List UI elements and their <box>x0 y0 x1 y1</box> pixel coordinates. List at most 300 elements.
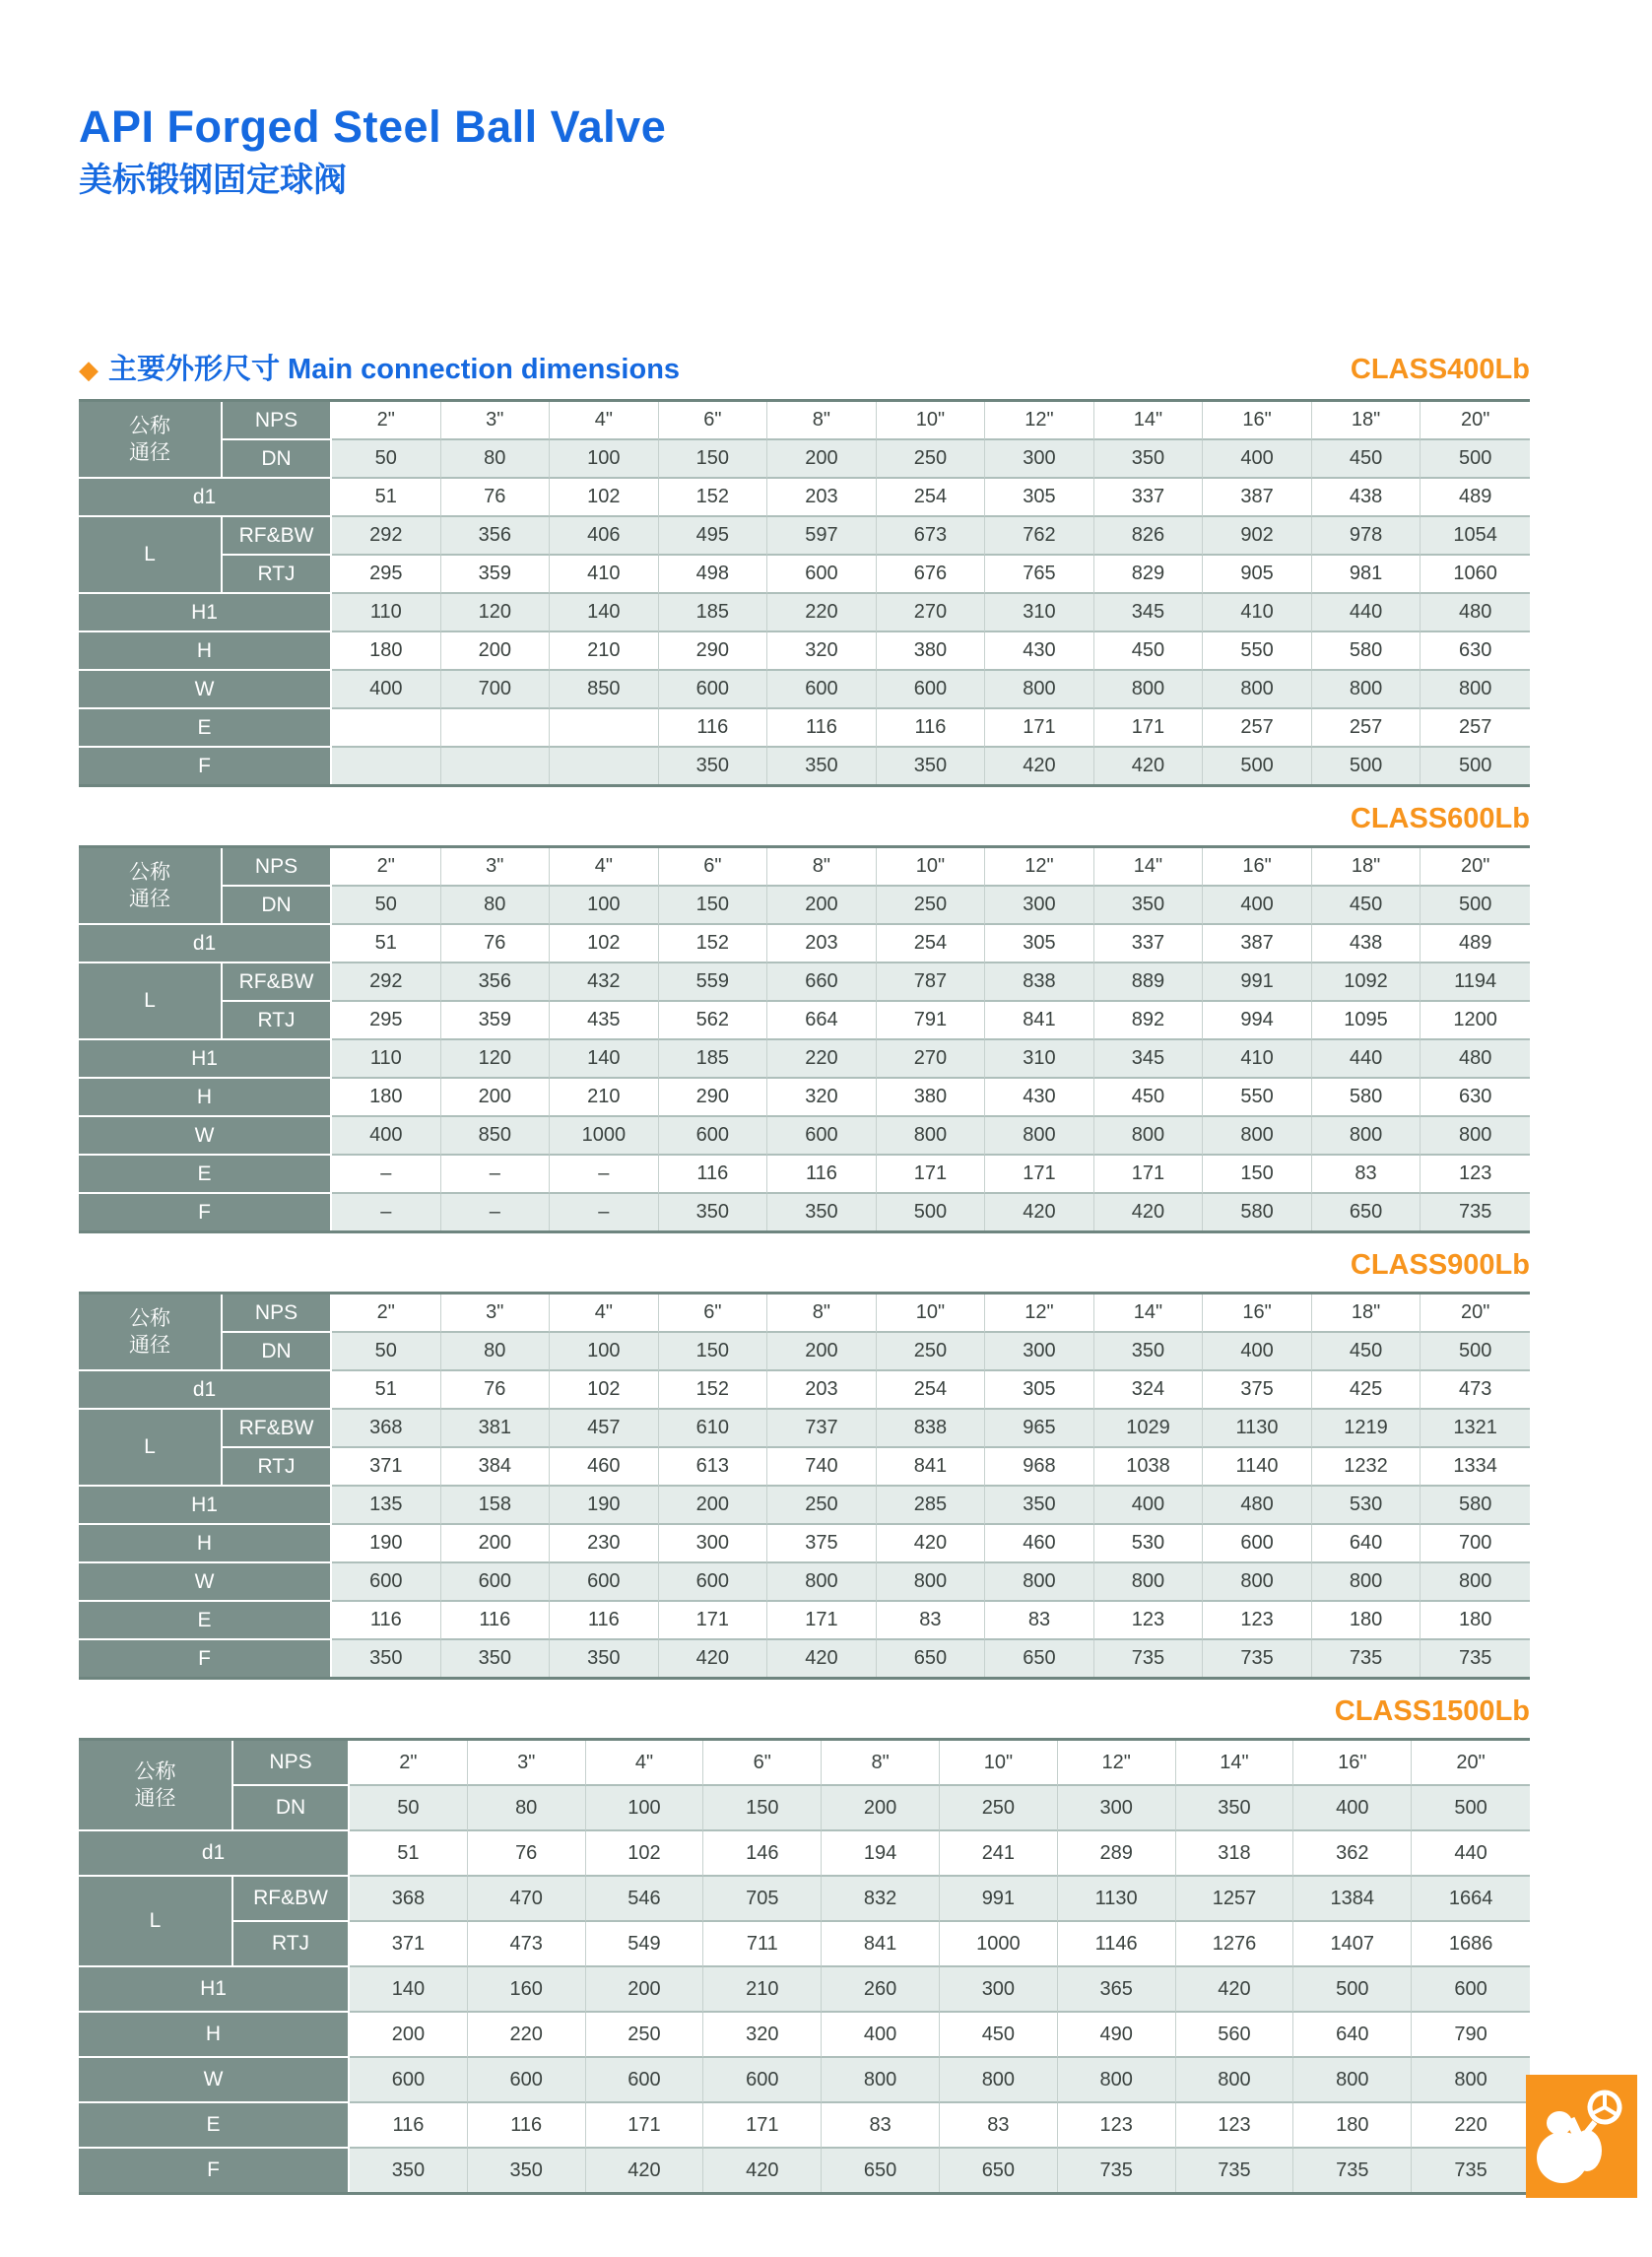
dim-value-cell: 500 <box>1203 748 1312 784</box>
class-label-600: CLASS600Lb <box>1350 803 1530 834</box>
dim-value-cell: 150 <box>659 887 768 925</box>
dim-value-cell: 180 <box>1293 2103 1412 2149</box>
dim-value-cell: 580 <box>1421 1487 1530 1525</box>
dim-value-cell: 20" <box>1421 402 1530 440</box>
dim-value-cell: 4" <box>550 402 659 440</box>
dim-value-cell: 359 <box>441 556 551 594</box>
dim-value-cell: 1054 <box>1421 517 1530 556</box>
table-row <box>79 963 1530 1002</box>
row-label-f: F <box>79 2149 350 2192</box>
dim-value-cell: 838 <box>985 963 1094 1002</box>
dim-value-cell: 123 <box>1094 1602 1204 1640</box>
dim-value-cell: 580 <box>1312 1079 1421 1117</box>
dim-value-cell: 375 <box>1203 1371 1312 1410</box>
class-row-1500 <box>79 1695 1530 1728</box>
dim-value-cell: 500 <box>1421 887 1530 925</box>
dim-value-cell: 4" <box>586 1741 704 1786</box>
dim-value-cell: 200 <box>441 1079 551 1117</box>
dim-value-cell: 735 <box>1312 1640 1421 1677</box>
dim-value-cell: 600 <box>767 1117 877 1156</box>
dim-value-cell: 737 <box>767 1410 877 1448</box>
dim-value-cell: 100 <box>550 887 659 925</box>
dim-value-cell: 420 <box>586 2149 704 2192</box>
dim-value-cell: 100 <box>550 1333 659 1371</box>
row-label-h1: H1 <box>79 594 332 632</box>
dim-value-cell: 368 <box>350 1877 468 1922</box>
dim-value-cell: 1029 <box>1094 1410 1204 1448</box>
dim-value-cell: 140 <box>550 594 659 632</box>
dim-value-cell: 80 <box>441 1333 551 1371</box>
dim-value-cell: 292 <box>332 963 441 1002</box>
dim-value-cell: 200 <box>441 632 551 671</box>
row-label-dn: DN <box>233 1786 350 1831</box>
dim-value-cell: 220 <box>767 1040 877 1079</box>
table-row <box>79 1831 1530 1877</box>
table-row <box>79 2149 1530 2192</box>
dim-value-cell: 829 <box>1094 556 1204 594</box>
row-label-l: L <box>79 1877 233 1967</box>
dim-value-cell: 10" <box>877 402 986 440</box>
dim-value-cell: 991 <box>1203 963 1312 1002</box>
dim-value-cell: 1276 <box>1176 1922 1294 1967</box>
section-header-row <box>79 347 1530 387</box>
dim-value-cell: 6" <box>703 1741 822 1786</box>
dim-value-cell: 500 <box>877 1194 986 1230</box>
dim-value-cell: 438 <box>1312 925 1421 963</box>
dim-value-cell: 1092 <box>1312 963 1421 1002</box>
row-label-w: W <box>79 1563 332 1602</box>
dim-value-cell: 371 <box>332 1448 441 1487</box>
dim-value-cell: 1384 <box>1293 1877 1412 1922</box>
dim-value-cell: 140 <box>350 1967 468 2013</box>
dim-value-cell: 800 <box>1058 2058 1176 2103</box>
dim-value-cell: 10" <box>877 1294 986 1333</box>
dim-value-cell: 1130 <box>1058 1877 1176 1922</box>
dim-value-cell: 102 <box>550 479 659 517</box>
dim-value-cell: 200 <box>659 1487 768 1525</box>
dim-value-cell: 102 <box>586 1831 704 1877</box>
dim-value-cell: 480 <box>1421 1040 1530 1079</box>
table-row <box>79 1922 1530 1967</box>
dim-value-cell: 420 <box>1176 1967 1294 2013</box>
dim-value-cell: 18" <box>1312 848 1421 887</box>
dim-value-cell: 190 <box>332 1525 441 1563</box>
dim-value-cell: 740 <box>767 1448 877 1487</box>
dim-value-cell: 80 <box>441 440 551 479</box>
dim-value-cell: 850 <box>441 1117 551 1156</box>
dim-value-cell: 6" <box>659 402 768 440</box>
dim-value-cell: 140 <box>550 1040 659 1079</box>
dim-value-cell: 16" <box>1293 1741 1412 1786</box>
dim-value-cell: 350 <box>877 748 986 784</box>
dim-value-cell: – <box>332 1194 441 1230</box>
dim-value-cell: 420 <box>1094 748 1204 784</box>
dim-value-cell: 10" <box>877 848 986 887</box>
row-label-nominal-diameter <box>79 1294 223 1371</box>
dim-value-cell: 80 <box>468 1786 586 1831</box>
dim-value-cell: 185 <box>659 594 768 632</box>
dim-value-cell: 320 <box>767 632 877 671</box>
dim-value-cell: 500 <box>1293 1967 1412 2013</box>
dim-value-cell: 1321 <box>1421 1410 1530 1448</box>
dim-value-cell: 350 <box>350 2149 468 2192</box>
dim-value-cell: 350 <box>1094 440 1204 479</box>
dim-value-cell: 400 <box>1094 1487 1204 1525</box>
dim-value-cell: 838 <box>877 1410 986 1448</box>
dim-value-cell: 356 <box>441 517 551 556</box>
section-header-left <box>79 347 680 387</box>
row-label-h1: H1 <box>79 1967 350 2013</box>
dim-value-cell: 160 <box>468 1967 586 2013</box>
dim-value-cell: 18" <box>1312 402 1421 440</box>
table-slot-class1500 <box>79 1738 1530 2195</box>
table-row <box>79 671 1530 709</box>
dim-value-cell: 116 <box>550 1602 659 1640</box>
dim-value-cell: 384 <box>441 1448 551 1487</box>
dim-value-cell: 420 <box>985 748 1094 784</box>
dim-value-cell: 841 <box>822 1922 940 1967</box>
dim-value-cell: 711 <box>703 1922 822 1967</box>
dim-value-cell: 123 <box>1176 2103 1294 2149</box>
dim-value-cell: 600 <box>703 2058 822 2103</box>
dim-value-cell: 83 <box>822 2103 940 2149</box>
table-row <box>79 1741 1530 1786</box>
dim-value-cell: 480 <box>1421 594 1530 632</box>
dim-value-cell: 597 <box>767 517 877 556</box>
dim-value-cell <box>441 748 551 784</box>
dim-value-cell: 387 <box>1203 925 1312 963</box>
dim-value-cell: 51 <box>332 479 441 517</box>
dim-value-cell: 440 <box>1412 1831 1530 1877</box>
dim-value-cell: 410 <box>550 556 659 594</box>
dim-value-cell: 473 <box>1421 1371 1530 1410</box>
dim-value-cell: 600 <box>550 1563 659 1602</box>
dim-value-cell: 500 <box>1421 1333 1530 1371</box>
dim-value-cell: 800 <box>877 1563 986 1602</box>
dim-value-cell: 546 <box>586 1877 704 1922</box>
row-label-nominal-diameter <box>79 1741 233 1831</box>
table-row <box>79 594 1530 632</box>
dim-value-cell: 16" <box>1203 402 1312 440</box>
dim-value-cell: 250 <box>767 1487 877 1525</box>
dim-value-cell: 530 <box>1312 1487 1421 1525</box>
dim-value-cell: 902 <box>1203 517 1312 556</box>
dim-value-cell: 254 <box>877 925 986 963</box>
dim-value-cell: 420 <box>703 2149 822 2192</box>
dim-value-cell: 116 <box>441 1602 551 1640</box>
dim-value-cell: 600 <box>586 2058 704 2103</box>
dim-value-cell: 800 <box>1421 671 1530 709</box>
dim-value-cell: 700 <box>1421 1525 1530 1563</box>
dim-value-cell: 220 <box>468 2013 586 2058</box>
row-label-nps: NPS <box>223 402 332 440</box>
row-label-dn: DN <box>223 887 332 925</box>
dim-value-cell: 800 <box>877 1117 986 1156</box>
dim-value-cell: 180 <box>332 632 441 671</box>
dimensions-table-class400lb <box>79 399 1530 787</box>
dim-value-cell: 735 <box>1058 2149 1176 2192</box>
dim-value-cell: 257 <box>1312 709 1421 748</box>
dim-value-cell: 203 <box>767 925 877 963</box>
dim-value-cell: 305 <box>985 925 1094 963</box>
row-label-h1: H1 <box>79 1487 332 1525</box>
dim-value-cell: 210 <box>550 1079 659 1117</box>
dim-value-cell: 50 <box>332 1333 441 1371</box>
dim-value-cell: 318 <box>1176 1831 1294 1877</box>
dim-value-cell: 200 <box>441 1525 551 1563</box>
dim-value-cell: 18" <box>1312 1294 1421 1333</box>
dim-value-cell: 350 <box>767 748 877 784</box>
dim-value-cell: 480 <box>1203 1487 1312 1525</box>
row-label-dn: DN <box>223 1333 332 1371</box>
dim-value-cell: 350 <box>1094 1333 1204 1371</box>
dim-value-cell: 210 <box>703 1967 822 2013</box>
dim-value-cell: 368 <box>332 1410 441 1448</box>
dim-value-cell: 362 <box>1293 1831 1412 1877</box>
table-row <box>79 1786 1530 1831</box>
dim-value-cell: 152 <box>659 479 768 517</box>
table-row <box>79 632 1530 671</box>
dim-value-cell: 380 <box>877 1079 986 1117</box>
dim-value-cell: 350 <box>659 748 768 784</box>
dim-value-cell: 735 <box>1421 1194 1530 1230</box>
dim-value-cell: 450 <box>1094 632 1204 671</box>
dim-value-cell: 420 <box>985 1194 1094 1230</box>
row-label-nominal-diameter-text: 公称通径 <box>128 860 170 910</box>
table-row <box>79 2103 1530 2149</box>
dim-value-cell: 123 <box>1203 1602 1312 1640</box>
dim-value-cell: 102 <box>550 925 659 963</box>
dim-value-cell: 630 <box>1421 632 1530 671</box>
dim-value-cell: 180 <box>1312 1602 1421 1640</box>
dim-value-cell: 2" <box>332 848 441 887</box>
dim-value-cell: 650 <box>985 1640 1094 1677</box>
table-row <box>79 1371 1530 1410</box>
dim-value-cell: 300 <box>1058 1786 1176 1831</box>
table-row <box>79 1117 1530 1156</box>
dim-value-cell: 305 <box>985 1371 1094 1410</box>
dim-value-cell: 76 <box>441 479 551 517</box>
dim-value-cell: 2" <box>332 402 441 440</box>
dim-value-cell: 171 <box>767 1602 877 1640</box>
row-label-h1: H1 <box>79 1040 332 1079</box>
table-row <box>79 1967 1530 2013</box>
row-label-w: W <box>79 1117 332 1156</box>
dim-value-cell: 76 <box>441 925 551 963</box>
dim-value-cell: 350 <box>441 1640 551 1677</box>
dim-value-cell: 735 <box>1203 1640 1312 1677</box>
dim-value-cell: 400 <box>1203 1333 1312 1371</box>
class-label-1500: CLASS1500Lb <box>1334 1695 1530 1727</box>
dim-value-cell: 650 <box>1312 1194 1421 1230</box>
table-row <box>79 479 1530 517</box>
dim-value-cell: 560 <box>1176 2013 1294 2058</box>
dim-value-cell: 371 <box>350 1922 468 1967</box>
table-row <box>79 2058 1530 2103</box>
dim-value-cell: 220 <box>767 594 877 632</box>
dim-value-cell: 210 <box>550 632 659 671</box>
dim-value-cell: 425 <box>1312 1371 1421 1410</box>
row-label-rf-bw: RF&BW <box>233 1877 350 1922</box>
dim-value-cell: 83 <box>940 2103 1058 2149</box>
dim-value-cell: 800 <box>1312 1117 1421 1156</box>
table-row <box>79 517 1530 556</box>
dim-value-cell: 735 <box>1094 1640 1204 1677</box>
dim-value-cell: 562 <box>659 1002 768 1040</box>
class-label-400: CLASS400Lb <box>1350 354 1530 385</box>
dim-value-cell: 420 <box>877 1525 986 1563</box>
dim-value-cell: 457 <box>550 1410 659 1448</box>
dim-value-cell: 1095 <box>1312 1002 1421 1040</box>
table-row <box>79 1525 1530 1563</box>
row-label-dn: DN <box>223 440 332 479</box>
dim-value-cell: 185 <box>659 1040 768 1079</box>
diamond-marker-icon: ◆ <box>79 355 99 384</box>
dim-value-cell: 381 <box>441 1410 551 1448</box>
dim-value-cell: 171 <box>703 2103 822 2149</box>
row-label-rf-bw: RF&BW <box>223 963 332 1002</box>
row-label-nps: NPS <box>223 848 332 887</box>
dim-value-cell: 270 <box>877 1040 986 1079</box>
dim-value-cell: 790 <box>1412 2013 1530 2058</box>
dim-value-cell: 123 <box>1421 1156 1530 1194</box>
dim-value-cell: 2" <box>332 1294 441 1333</box>
dim-value-cell: 203 <box>767 479 877 517</box>
dim-value-cell: 787 <box>877 963 986 1002</box>
dim-value-cell: 300 <box>659 1525 768 1563</box>
dim-value-cell: 100 <box>550 440 659 479</box>
dim-value-cell: 76 <box>468 1831 586 1877</box>
dim-value-cell: 152 <box>659 1371 768 1410</box>
dim-value-cell: 100 <box>586 1786 704 1831</box>
dim-value-cell: 650 <box>940 2149 1058 2192</box>
table-row <box>79 1294 1530 1333</box>
dim-value-cell: 1038 <box>1094 1448 1204 1487</box>
dim-value-cell: 16" <box>1203 1294 1312 1333</box>
dim-value-cell: 116 <box>468 2103 586 2149</box>
table-row <box>79 402 1530 440</box>
dim-value-cell: 270 <box>877 594 986 632</box>
dim-value-cell: 3" <box>441 1294 551 1333</box>
row-label-nps: NPS <box>233 1741 350 1786</box>
dim-value-cell: 1130 <box>1203 1410 1312 1448</box>
dim-value-cell: 14" <box>1094 848 1204 887</box>
dim-value-cell: 800 <box>985 1117 1094 1156</box>
dim-value-cell: 1407 <box>1293 1922 1412 1967</box>
section-title: 主要外形尺寸 Main connection dimensions <box>108 354 681 385</box>
dim-value-cell: 350 <box>1176 1786 1294 1831</box>
row-label-l: L <box>79 517 223 594</box>
dim-value-cell: 600 <box>468 2058 586 2103</box>
table-row <box>79 1040 1530 1079</box>
dim-value-cell: 735 <box>1421 1640 1530 1677</box>
dimensions-table-class600lb <box>79 845 1530 1233</box>
dim-value-cell: 400 <box>1293 1786 1412 1831</box>
dim-value-cell: 800 <box>1203 1117 1312 1156</box>
row-label-f: F <box>79 1194 332 1230</box>
dim-value-cell: 16" <box>1203 848 1312 887</box>
dim-value-cell: 337 <box>1094 479 1204 517</box>
row-label-d1: d1 <box>79 925 332 963</box>
dim-value-cell: 400 <box>1203 887 1312 925</box>
dim-value-cell: 8" <box>767 848 877 887</box>
dim-value-cell: 800 <box>985 671 1094 709</box>
dim-value-cell: 6" <box>659 1294 768 1333</box>
table-row <box>79 887 1530 925</box>
dim-value-cell: 310 <box>985 594 1094 632</box>
row-label-rtj: RTJ <box>233 1922 350 1967</box>
dim-value-cell: 450 <box>1312 1333 1421 1371</box>
dim-value-cell: 350 <box>659 1194 768 1230</box>
dim-value-cell: 450 <box>940 2013 1058 2058</box>
row-label-rtj: RTJ <box>223 1002 332 1040</box>
dim-value-cell: 14" <box>1176 1741 1294 1786</box>
row-label-e: E <box>79 2103 350 2149</box>
dim-value-cell: 765 <box>985 556 1094 594</box>
table-row <box>79 1487 1530 1525</box>
dimensions-table-class1500lb <box>79 1738 1530 2195</box>
dim-value-cell: 350 <box>985 1487 1094 1525</box>
dim-value-cell: 257 <box>1203 709 1312 748</box>
dim-value-cell: 800 <box>1094 1563 1204 1602</box>
table-slot-class600 <box>79 845 1530 1233</box>
table-row <box>79 1194 1530 1230</box>
dim-value-cell: 190 <box>550 1487 659 1525</box>
dim-value-cell: 673 <box>877 517 986 556</box>
dim-value-cell: 600 <box>659 671 768 709</box>
dim-value-cell: 285 <box>877 1487 986 1525</box>
class-row-900 <box>79 1249 1530 1282</box>
dim-value-cell: 1686 <box>1412 1922 1530 1967</box>
dim-value-cell: 380 <box>877 632 986 671</box>
table-row <box>79 925 1530 963</box>
row-label-d1: d1 <box>79 1371 332 1410</box>
dim-value-cell: 12" <box>985 1294 1094 1333</box>
dim-value-cell: 359 <box>441 1002 551 1040</box>
dim-value-cell: 51 <box>332 925 441 963</box>
dim-value-cell: 250 <box>877 440 986 479</box>
row-label-e: E <box>79 709 332 748</box>
dim-value-cell: 350 <box>1094 887 1204 925</box>
dim-value-cell: 171 <box>1094 1156 1204 1194</box>
dim-value-cell: 981 <box>1312 556 1421 594</box>
table-row <box>79 748 1530 784</box>
dim-value-cell: 400 <box>332 1117 441 1156</box>
dim-value-cell: 892 <box>1094 1002 1204 1040</box>
row-label-w: W <box>79 2058 350 2103</box>
dim-value-cell: 660 <box>767 963 877 1002</box>
dim-value-cell: 968 <box>985 1448 1094 1487</box>
class-row-600 <box>79 803 1530 835</box>
dim-value-cell: 290 <box>659 632 768 671</box>
dim-value-cell: 559 <box>659 963 768 1002</box>
dim-value-cell: 1000 <box>550 1117 659 1156</box>
dim-value-cell: 300 <box>985 1333 1094 1371</box>
dim-value-cell: 350 <box>767 1194 877 1230</box>
dim-value-cell: 50 <box>332 440 441 479</box>
dim-value-cell: 300 <box>985 887 1094 925</box>
dim-value-cell: – <box>550 1194 659 1230</box>
dim-value-cell: 495 <box>659 517 768 556</box>
dim-value-cell: 292 <box>332 517 441 556</box>
class-label-900: CLASS900Lb <box>1350 1249 1530 1281</box>
dim-value-cell: 110 <box>332 1040 441 1079</box>
dim-value-cell: 800 <box>1412 2058 1530 2103</box>
dim-value-cell: 705 <box>703 1877 822 1922</box>
table-row <box>79 1410 1530 1448</box>
dim-value-cell: 630 <box>1421 1079 1530 1117</box>
dim-value-cell: 1140 <box>1203 1448 1312 1487</box>
